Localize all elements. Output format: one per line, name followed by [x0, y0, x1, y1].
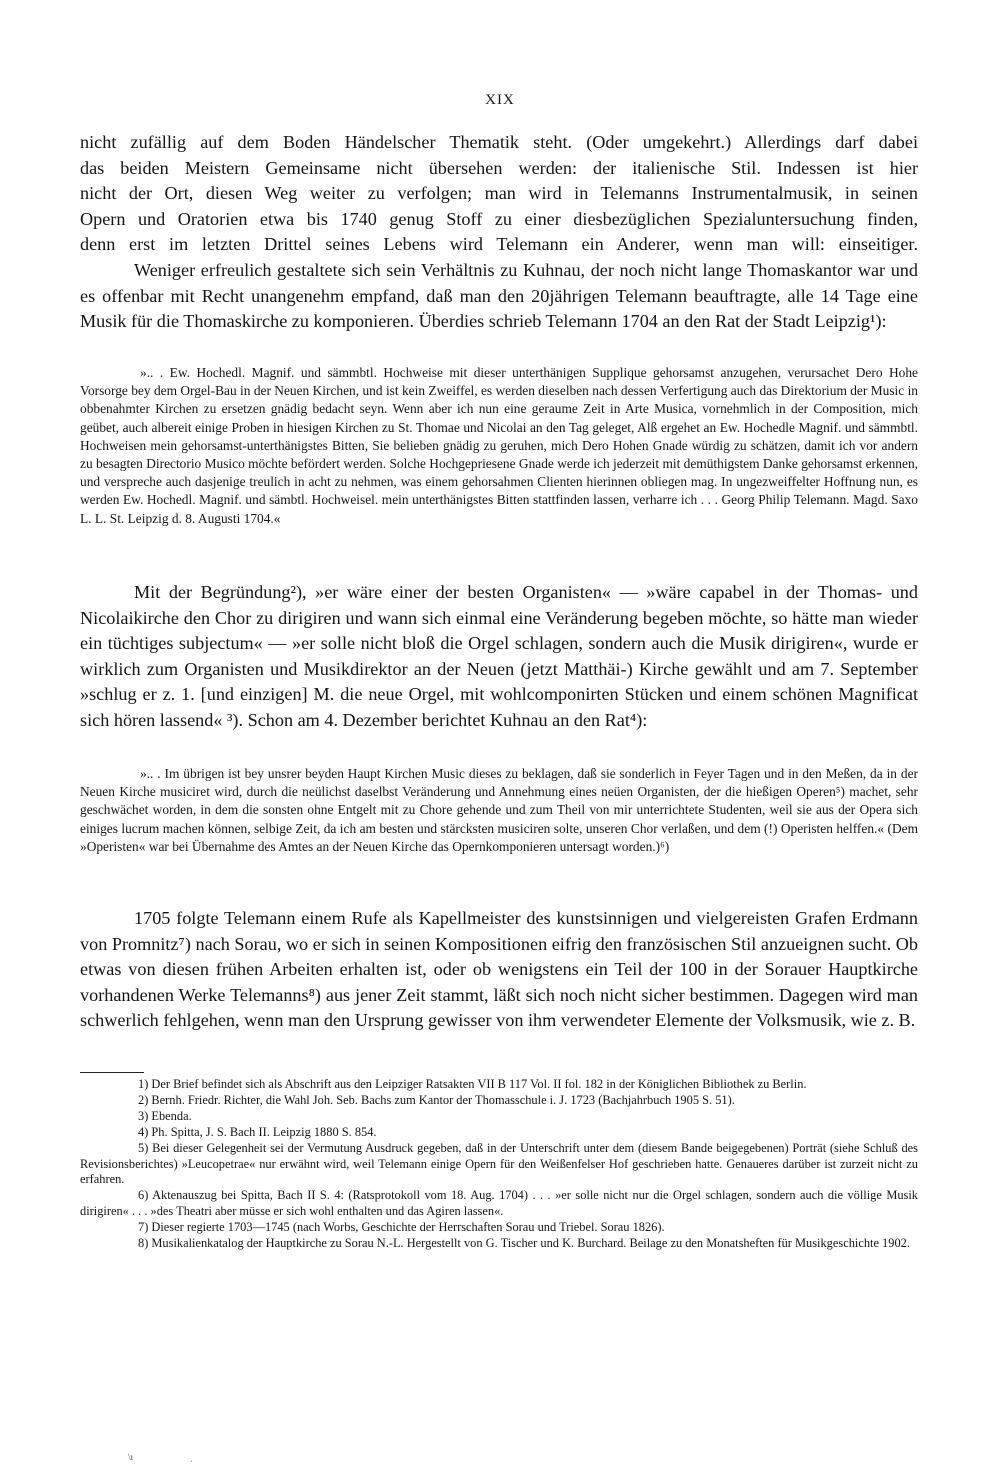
paragraph-text: 1705 folgte Telemann einem Rufe als Kapellmeister des kunstsinnigen und vielgereisten Grafen Erdmann von Promnitz⁷) nach Sorau, wo er sich in seinen Kompositionen eifrig den französischen Stil anzueignen sucht. Ob etwas von diesen frühen Arbeiten erhalten ist, oder ob wenigstens ein Teil der 100 in der Sorauer Hauptkirche vorhandenen Werke Telemanns⁸) aus jener Zeit stammt, läßt sich noch nicht sicher bestimmen. Dagegen wird man schwerlich fehlgehen, wenn man den Ursprung gewisser von ihm verwendeter Elemente der Volksmusik, wie z. B.	[80, 908, 918, 1031]
footnotes	[80, 1077, 918, 1252]
footnote: 4) Ph. Spitta, J. S. Bach II. Leipzig 1880 S. 854.	[138, 1124, 377, 1139]
scan-mark: \ı	[128, 1452, 134, 1462]
paragraph-2	[80, 258, 918, 335]
paragraph-1	[80, 130, 918, 258]
quote-text: ».. . Im übrigen ist bey unsrer beyden Haupt Kirchen Music dieses zu beklagen, daß sie sonderlich in Feyer Tagen und in den Meßen, da in der Neuen Kirche musiciret wird, durch die neülichst daselbst Veränderung und Annehmung eines neüen Organisten, der die hießigen Operen⁵) machet, sehr geschwächet worden, in dem die sonsten ohne Entgelt mit zu Chore gehende und zum Theil von mir unterrichtete Studenten, weil sie aus der Opera sich einiges lucrum machen können, selbige Zeit, da ich am besten und stärcksten musiciren solte, unseren Chor verlaßen, und dem (!) Operisten helffen.« (Dem »Operisten« war bei Übernahme des Amtes an der Neuen Kirche das Opernkomponieren untersagt worden.)⁶)	[80, 766, 918, 854]
quote-telemann-letter	[80, 364, 918, 528]
footnote: 3) Ebenda.	[138, 1108, 192, 1123]
text-line: denn erst im letzten Drittel seines Lebens wird Telemann ein Anderer, wenn man will: einseitiger.	[80, 234, 918, 255]
page-number: XIX	[485, 92, 515, 108]
footnote-rule	[80, 1072, 144, 1073]
paragraph-text: Mit der Begründung²), »er wäre einer der besten Organisten« — »wäre capabel in der Thomas- und Nicolaikirche den Chor zu dirigiren und wann sich einmal eine Veränderung begeben möchte, so hätte man wieder ein tüchtiges subjectum« — »er solle nicht bloß die Orgel schlagen, sondern auch die Musik dirigiren«, wurde er wirklich zum Organisten und Musikdirektor an der Neuen (jetzt Matthäi-) Kirche gewählt und am 7. September »schlug er z. 1. [und einzigen] M. die neue Orgel, mit wohlcomponirten Stücken und einem schönen Magnificat sich hören lassend« ³). Schon am 4. Dezember berichtet Kuhnau an den Rat⁴):	[80, 582, 918, 730]
footnote: 8) Musikalienkatalog der Hauptkirche zu Sorau N.-L. Hergestellt von G. Tischer und K. Burchard. Beilage zu den Monatsheften für Musikgeschichte 1902.	[138, 1236, 910, 1251]
scan-mark: ˌ	[190, 1452, 193, 1462]
paragraph-4	[80, 906, 918, 1034]
text-line: das beiden Meistern Gemeinsame nicht übersehen werden: der italienische Stil. Indessen ist hier	[80, 157, 918, 178]
footnote: 7) Dieser regierte 1703—1745 (nach Worbs, Geschichte der Herrschaften Sorau und Triebel. Sorau 1826).	[138, 1220, 665, 1235]
footnote: 6) Aktenauszug bei Spitta, Bach II S. 4: (Ratsprotokoll vom 18. Aug. 1704) . . . »er solle nicht nur die Orgel schlagen, sondern auch die völlige Musik dirigiren« . . . »des Theatri aber müsse er sich wohl enthalten und das Agiren lassen«.	[80, 1188, 918, 1219]
quote-kuhnau-report	[80, 765, 918, 856]
text-line: nicht zufällig auf dem Boden Händelscher Thematik steht. (Oder umgekehrt.) Allerdings darf dabei	[80, 132, 918, 152]
paragraph-text: Weniger erfreulich gestaltete sich sein Verhältnis zu Kuhnau, der noch nicht lange Thomaskantor war und es offenbar mit Recht unangenehm empfand, daß man den 20jährigen Telemann beauftragte, alle 14 Tage eine Musik für die Thomaskirche zu komponieren. Überdies schrieb Telemann 1704 an den Rat der Stadt Leipzig¹):	[80, 260, 918, 332]
paragraph-3	[80, 580, 918, 734]
text-line: Opern und Oratorien etwa bis 1740 genug Stoff zu einer diesbezüglichen Spezialuntersuchung finden,	[80, 208, 918, 229]
footnote: 1) Der Brief befindet sich als Abschrift aus den Leipziger Ratsakten VII B 117 Vol. II fol. 182 in der Königlichen Bibliothek zu Berlin.	[138, 1077, 807, 1091]
footnote: 2) Bernh. Friedr. Richter, die Wahl Joh. Seb. Bachs zum Kantor der Thomasschule i. J. 1723 (Bachjahrbuch 1905 S. 51).	[138, 1092, 735, 1107]
text-line: nicht der Ort, diesen Weg weiter zu verfolgen; man wird in Telemanns Instrumentalmusik, in seinen	[80, 183, 918, 204]
footnote: 5) Bei dieser Gelegenheit sei der Vermutung Ausdruck gegeben, daß in der Unterschrift unter dem (diesem Bande beigegebenen) Porträt (siehe Schluß des Revisionsberichtes) »Leucopetrae« nur erwähnt wird, weil Telemann einige Opern für den Weißenfelser Hof geschrieben hatte. Genaueres darüber ist zurzeit nicht zu erfahren.	[80, 1140, 918, 1187]
quote-text: ».. . Ew. Hochedl. Magnif. und sämmbtl. Hochweise mit dieser unterthänigen Supplique gehorsamst anzugehen, verursachet Dero Hohe Vorsorge bey dem Orgel-Bau in der Neuen Kirchen, und ist kein Zweiffel, es werden dieselben nach dessen Verfertigung auch das Direktorium der Music in obbenahmter Kirchen zu ersetzen gnädig bedacht seyn. Wenn aber ich nun eine geraume Zeit in Arte Musica, vornehmlich in der Composition, mich geübet, auch albereit einige Proben in hiesigen Kirchen zu St. Thomae und Nicolai an den Tag geleget, Alß ergehet an Ew. Hochedle Magnif. und sämmbtl. Hochweisen mein gehorsamst-unterthänigstes Bitten, Sie belieben gnädig zu geruhen, mich Dero Hohen Gnade würdig zu schätzen, damit ich vor andern zu besagten Directorio Musico möchte befördert werden. Solche Hochgepriesene Gnade werde ich jederzeit mit demüthigstem Danke gehorsamst erkennen, und verspreche auch dasjenige treulich in acht zu nehmen, was einem gehorsahmen Clienten hierinnen obliegen mag. In ungezweiffelter Hoffnung nun, es werden Ew. Hochedl. Magnif. und sämbtl. Hochweisel. mein unterthänigstes Bitten stattfinden lassen, verharre ich . . . Georg Philip Telemann. Magd. Saxo L. L. St. Leipzig d. 8. Augusti 1704.«	[80, 365, 918, 526]
